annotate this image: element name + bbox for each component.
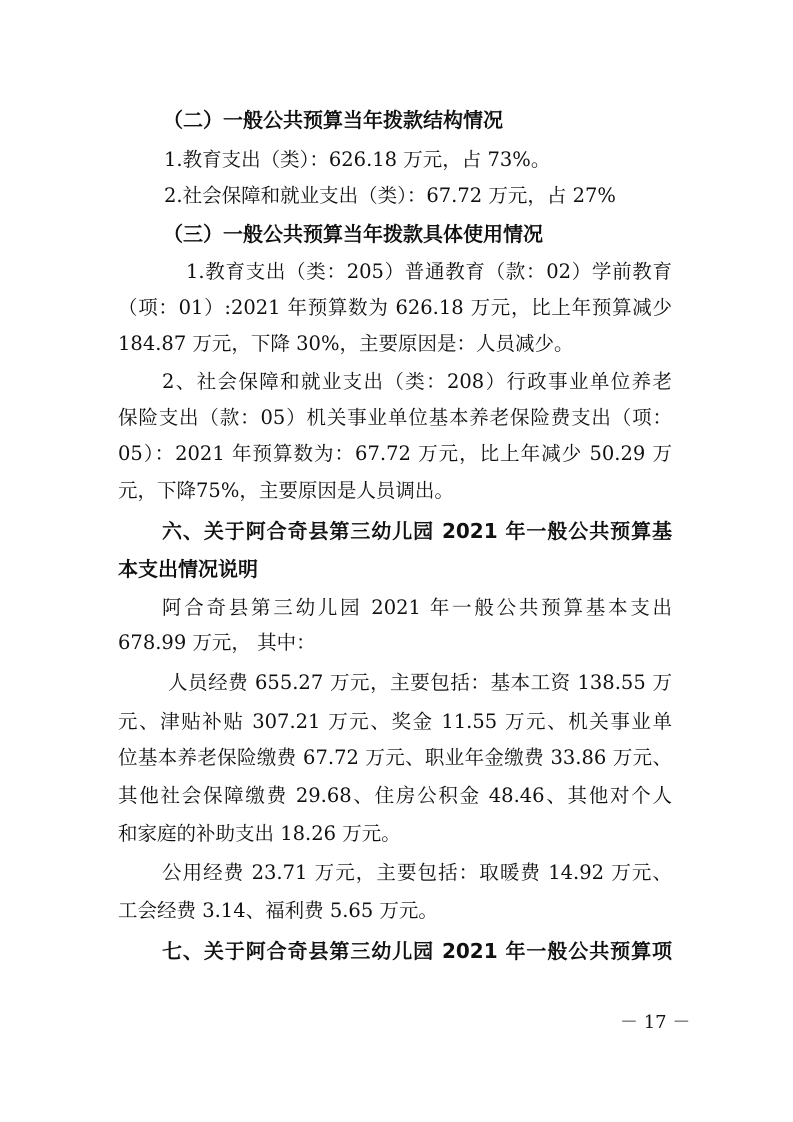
section-6-para-2-line-1: 人员经费 655.27 万元，主要包括：基本工资 138.55 万 bbox=[168, 671, 672, 694]
section-2-item-2: 2.社会保障和就业支出（类）：67.72 万元，占 27% bbox=[164, 184, 616, 207]
section-2-heading: （二）一般公共预算当年拨款结构情况 bbox=[163, 108, 503, 132]
section-6-para-3-line-1: 公用经费 23.71 万元，主要包括：取暖费 14.92 万元、 bbox=[162, 861, 672, 884]
page-number: － 17 － bbox=[620, 1012, 691, 1033]
section-3-heading: （三）一般公共预算当年拨款具体使用情况 bbox=[163, 222, 543, 246]
section-3-para-1-line-3: 184.87 万元，下降 30%，主要原因是：人员减少。 bbox=[118, 332, 574, 355]
section-7-heading: 七、关于阿合奇县第三幼儿园 2021 年一般公共预算项 bbox=[162, 939, 672, 963]
section-3-para-2-line-2: 保险支出（款：05）机关事业单位基本养老保险费支出（项： bbox=[118, 406, 672, 429]
section-3-para-2-line-1: 2、社会保障和就业支出（类：208）行政事业单位养老 bbox=[162, 370, 672, 393]
section-6-para-2-line-4: 其他社会保障缴费 29.68、住房公积金 48.46、其他对个人 bbox=[118, 784, 672, 807]
section-6-para-3-line-2: 工会经费 3.14、福利费 5.65 万元。 bbox=[118, 899, 438, 922]
section-3-para-2-line-3: 05）：2021 年预算数为：67.72 万元，比上年减少 50.29 万 bbox=[118, 442, 672, 465]
section-6-para-2-line-3: 位基本养老保险缴费 67.72 万元、职业年金缴费 33.86 万元、 bbox=[118, 746, 672, 769]
section-6-heading-line-1: 六、关于阿合奇县第三幼儿园 2021 年一般公共预算基 bbox=[162, 519, 672, 543]
section-6-para-1-line-2: 678.99 万元， 其中： bbox=[118, 631, 316, 654]
section-3-para-2-line-4: 元，下降75%，主要原因是人员调出。 bbox=[118, 479, 454, 502]
section-6-para-2-line-2: 元、津贴补贴 307.21 万元、奖金 11.55 万元、机关事业单 bbox=[118, 710, 672, 733]
section-2-item-1: 1.教育支出（类）：626.18 万元，占 73%。 bbox=[164, 148, 551, 171]
section-6-para-2-line-5: 和家庭的补助支出 18.26 万元。 bbox=[118, 822, 401, 845]
section-3-para-1-line-2: （项：01）:2021 年预算数为 626.18 万元，比上年预算减少 bbox=[118, 296, 672, 319]
section-6-heading-line-2: 本支出情况说明 bbox=[118, 557, 258, 581]
section-3-para-1-line-1: 1.教育支出（类：205）普通教育（款：02）学前教育 bbox=[186, 260, 672, 283]
section-6-para-1-line-1: 阿合奇县第三幼儿园 2021 年一般公共预算基本支出 bbox=[162, 596, 672, 619]
